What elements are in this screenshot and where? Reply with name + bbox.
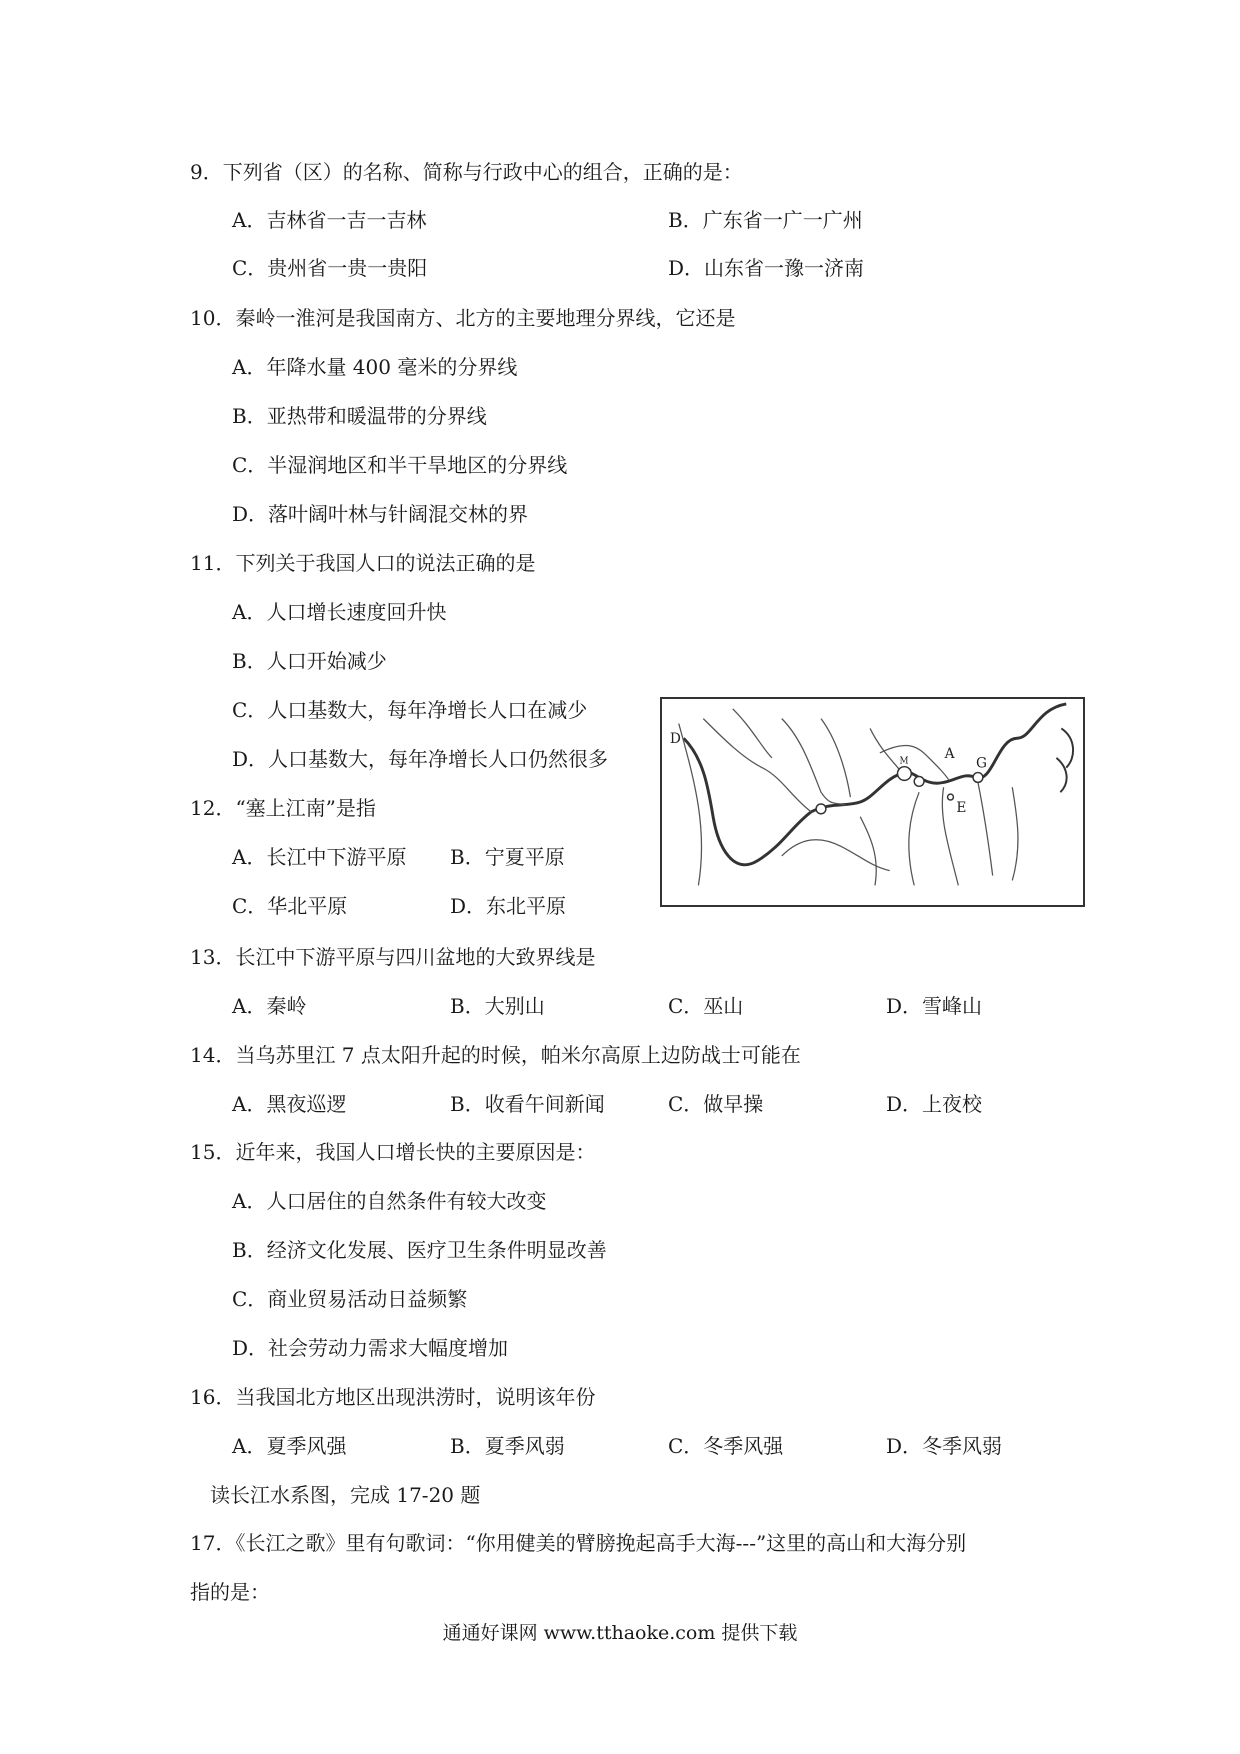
reading-instruction: 读长江水系图，完成 17-20 题 — [210, 1483, 481, 1507]
q13-option-d: D．雪峰山 — [886, 994, 983, 1018]
question-17-line-2: 指的是： — [190, 1580, 270, 1604]
question-14: 14．当乌苏里江 7 点太阳升起的时候，帕米尔高原上边防战士可能在 — [190, 1043, 801, 1067]
q14-option-a: A．黑夜巡逻 — [232, 1092, 347, 1116]
q16-option-d: D．冬季风弱 — [886, 1434, 1003, 1458]
question-11: 11．下列关于我国人口的说法正确的是 — [190, 551, 536, 575]
q13-option-c: C．巫山 — [668, 994, 744, 1018]
q10-option-c: C．半湿润地区和半干旱地区的分界线 — [232, 453, 568, 477]
q14-option-b: B．收看午间新闻 — [450, 1092, 605, 1116]
q12-option-b: B．宁夏平原 — [450, 845, 565, 869]
q15-option-c: C．商业贸易活动日益频繁 — [232, 1287, 468, 1311]
question-13: 13．长江中下游平原与四川盆地的大致界线是 — [190, 945, 596, 969]
page-footer: 通通好课网 www.tthaoke.com 提供下载 — [442, 1622, 798, 1644]
q16-option-a: A．夏季风强 — [232, 1434, 347, 1458]
question-16: 16．当我国北方地区出现洪涝时，说明该年份 — [190, 1385, 596, 1409]
map-label-g: G — [975, 755, 987, 772]
river-system-drawing — [662, 699, 1083, 905]
yangtze-river-map — [660, 697, 1085, 907]
q11-option-d: D．人口基数大，每年净增长人口仍然很多 — [232, 747, 609, 771]
q9-option-a: A．吉林省一吉一吉林 — [232, 208, 427, 232]
q9-option-b: B．广东省一广一广州 — [668, 208, 863, 232]
q15-option-b: B．经济文化发展、医疗卫生条件明显改善 — [232, 1238, 607, 1262]
q15-option-d: D．社会劳动力需求大幅度增加 — [232, 1336, 509, 1360]
q13-option-a: A．秦岭 — [232, 994, 307, 1018]
q13-option-b: B．大别山 — [450, 994, 545, 1018]
q15-option-a: A．人口居住的自然条件有较大改变 — [232, 1189, 547, 1213]
q10-option-d: D．落叶阔叶林与针阔混交林的界 — [232, 502, 529, 526]
q16-option-c: C．冬季风强 — [668, 1434, 784, 1458]
question-10: 10．秦岭一淮河是我国南方、北方的主要地理分界线，它还是 — [190, 306, 736, 330]
q10-option-a: A．年降水量 400 毫米的分界线 — [232, 355, 518, 379]
question-15: 15．近年来，我国人口增长快的主要原因是： — [190, 1140, 596, 1164]
q12-option-a: A．长江中下游平原 — [232, 845, 407, 869]
q9-option-d: D．山东省一豫一济南 — [668, 256, 865, 280]
question-9: 9．下列省（区）的名称、简称与行政中心的组合，正确的是： — [190, 160, 743, 184]
map-label-a: A — [944, 745, 955, 762]
q12-option-d: D．东北平原 — [450, 894, 567, 918]
q16-option-b: B．夏季风弱 — [450, 1434, 565, 1458]
q14-option-d: D．上夜校 — [886, 1092, 983, 1116]
map-label-m: M — [899, 756, 909, 767]
q9-option-c: C．贵州省一贵一贵阳 — [232, 256, 428, 280]
q11-option-b: B．人口开始减少 — [232, 649, 387, 673]
question-17-line-1: 17．《长江之歌》里有句歌词：“你用健美的臂膀挽起高手大海---”这里的高山和大海分别 — [190, 1531, 967, 1555]
map-label-e: E — [956, 799, 967, 816]
q14-option-c: C．做早操 — [668, 1092, 764, 1116]
q11-option-a: A．人口增长速度回升快 — [232, 600, 447, 624]
q11-option-c: C．人口基数大，每年净增长人口在减少 — [232, 698, 588, 722]
q10-option-b: B．亚热带和暖温带的分界线 — [232, 404, 487, 428]
question-12: 12．“塞上江南”是指 — [190, 796, 376, 820]
q12-option-c: C．华北平原 — [232, 894, 348, 918]
map-label-d: D — [669, 731, 681, 748]
